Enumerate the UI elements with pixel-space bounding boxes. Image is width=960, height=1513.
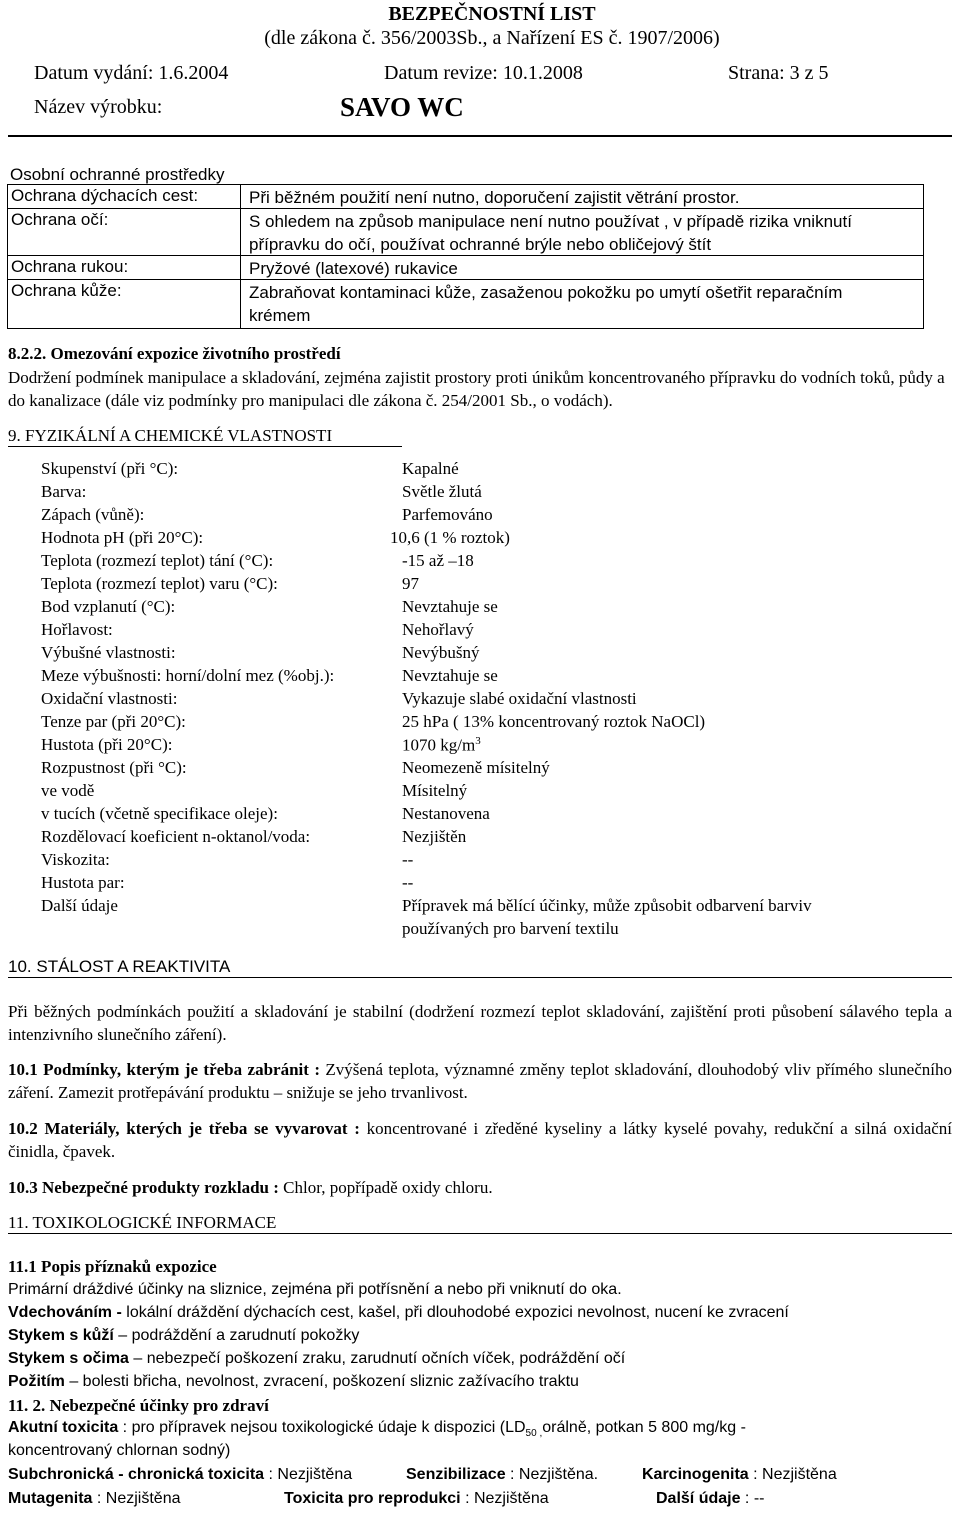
symptom-line: Primární dráždivé účinky na sliznice, zejména při potřísnění a nebo při vniknutí do oka. <box>8 1281 622 1298</box>
acute-toxicity-text: : pro přípravek nejsou toxikologické údaje k dispozici (LD <box>118 1419 526 1436</box>
prop-label: Viskozita: <box>41 850 110 869</box>
ppe-row <box>8 256 923 280</box>
prop-label: Hořlavost: <box>41 620 113 639</box>
prop-value: Nevztahuje se <box>402 597 498 616</box>
prop-label: Teplota (rozmezí teplot) tání (°C): <box>41 551 274 570</box>
ppe-label: Ochrana dýchacích cest: <box>11 186 199 205</box>
subchronic-toxicity <box>8 1466 352 1484</box>
section-9-heading: 9. FYZIKÁLNÍ A CHEMICKÉ VLASTNOSTI <box>8 426 402 447</box>
prop-value: 97 <box>402 574 419 593</box>
section-10-3-title: 10.3 Nebezpečné produkty rozkladu : <box>8 1178 279 1197</box>
symptom-text: – bolesti břicha, nevolnost, zvracení, poškození sliznic zažívacího traktu <box>64 1373 579 1390</box>
prop-value: Mísitelný <box>402 781 468 800</box>
section-10-intro: Při běžných podmínkách použití a skladování je stabilní (dodržení rozmezí teplot skladování, zajištění proti působení sálavého tepla a intenzivního slunečního záření). <box>8 1002 952 1044</box>
header-divider <box>8 135 952 137</box>
subchronic-title: Subchronická - chronická toxicita <box>8 1466 265 1483</box>
prop-label: Hodnota pH (při 20°C): <box>41 528 204 547</box>
prop-label: Hustota (při 20°C): <box>41 735 173 754</box>
symptom-line <box>8 1304 789 1322</box>
symptom-line <box>8 1373 579 1391</box>
section-10-2-title: 10.2 Materiály, kterých je třeba se vyvarovat : <box>8 1119 360 1138</box>
prop-value: Kapalné <box>402 459 459 478</box>
section-10-1-title: 10.1 Podmínky, kterým je třeba zabránit : <box>8 1060 320 1079</box>
prop-label: ve vodě <box>41 781 95 800</box>
prop-value-continued: používaných pro barvení textilu <box>402 919 619 938</box>
prop-value: Nevýbušný <box>402 643 480 662</box>
section-10-2-text: koncentrované i zředěné kyseliny a látky kyselé povahy, redukční a silná oxidační činidla, čpavek. <box>8 1119 953 1161</box>
prop-label: Další údaje <box>41 896 118 915</box>
reproductive-toxicity-title: Toxicita pro reprodukci <box>284 1490 461 1507</box>
prop-label: Teplota (rozmezí teplot) varu (°C): <box>41 574 278 593</box>
sensitization-title: Senzibilizace <box>406 1466 506 1483</box>
prop-value: Nevztahuje se <box>402 666 498 685</box>
prop-label: Tenze par (při 20°C): <box>41 712 186 731</box>
ppe-row <box>8 209 923 256</box>
ppe-label: Ochrana rukou: <box>11 257 129 276</box>
prop-label: Zápach (vůně): <box>41 505 145 524</box>
section-10-3-text: Chlor, popřípadě oxidy chloru. <box>278 1178 493 1197</box>
mutagenicity-text: : Nezjištěna <box>92 1490 181 1507</box>
acute-toxicity-text2: orálně, potkan 5 800 mg/kg - <box>542 1419 746 1436</box>
ppe-label: Ochrana očí: <box>11 210 109 229</box>
prop-label: Rozdělovací koeficient n-oktanol/voda: <box>41 827 311 846</box>
prop-value: Světle žlutá <box>402 482 482 501</box>
section-11-2-heading: 11. 2. Nebezpečné účinky pro zdraví <box>8 1396 269 1415</box>
section-10-1 <box>8 1058 952 1104</box>
prop-value: Vykazuje slabé oxidační vlastnosti <box>402 689 637 708</box>
env-text: Dodržení podmínek manipulace a skladování, zejména zajistit prostory proti únikům koncentrovaného přípravku do vodních toků, půdy a do kanalizace (dále viz podmínky pro manipulaci dle zákona č. 254/2001 Sb., o vodách). <box>8 368 945 410</box>
prop-value: -- <box>402 850 414 869</box>
carcinogenicity-text: : Nezjištěna <box>748 1466 837 1483</box>
ppe-value: Při běžném použití není nutno, doporučení zajistit větrání prostor. <box>249 188 740 207</box>
other-data <box>656 1490 764 1508</box>
symptom-text: – podráždění a zarudnutí pokožky <box>113 1327 360 1344</box>
subchronic-text: : Nezjištěna <box>264 1466 353 1483</box>
acute-subscript: 50 , <box>525 1428 543 1440</box>
section-10-heading: 10. STÁLOST A REAKTIVITA <box>8 957 952 978</box>
prop-value: Parfemováno <box>402 505 493 524</box>
acute-toxicity-title: Akutní toxicita <box>8 1419 119 1436</box>
ppe-title: Osobní ochranné prostředky <box>10 165 225 184</box>
prop-label: v tucích (včetně specifikace oleje): <box>41 804 278 823</box>
document-title: BEZPEČNOSTNÍ LIST <box>388 3 596 25</box>
carcinogenicity-title: Karcinogenita <box>642 1466 749 1483</box>
prop-label: Barva: <box>41 482 87 501</box>
prop-label: Oxidační vlastnosti: <box>41 689 178 708</box>
prop-value: -15 až –18 <box>402 551 474 570</box>
symptom-line <box>8 1350 625 1368</box>
reproductive-toxicity-text: : Nezjištěna <box>460 1490 549 1507</box>
other-data-text: : -- <box>740 1490 765 1507</box>
symptom-route: Vdechováním - <box>8 1304 122 1321</box>
mutagenicity-title: Mutagenita <box>8 1490 93 1507</box>
sensitization-text: : Nezjištěna. <box>505 1466 599 1483</box>
section-11-1-heading: 11.1 Popis příznaků expozice <box>8 1257 217 1276</box>
section-10-3 <box>8 1176 952 1199</box>
page-number: Strana: 3 z 5 <box>728 62 829 84</box>
prop-label: Výbušné vlastnosti: <box>41 643 176 662</box>
prop-value: -- <box>402 873 414 892</box>
prop-label: Skupenství (při °C): <box>41 459 179 478</box>
revision-date: Datum revize: 10.1.2008 <box>384 62 583 84</box>
section-10-2 <box>8 1117 952 1163</box>
symptom-route: Stykem s očima <box>8 1350 129 1367</box>
reproductive-toxicity <box>284 1490 549 1508</box>
carcinogenicity <box>642 1466 837 1484</box>
prop-label: Hustota par: <box>41 873 125 892</box>
acute-toxicity <box>8 1419 746 1439</box>
ppe-value: Pryžové (latexové) rukavice <box>249 259 458 278</box>
symptom-line <box>8 1327 359 1345</box>
ppe-label: Ochrana kůže: <box>11 281 122 300</box>
symptom-route: Požitím <box>8 1373 65 1390</box>
prop-value: Neomezeně mísitelný <box>402 758 550 777</box>
ppe-row <box>8 185 923 209</box>
symptom-text: – nebezpečí poškození zraku, zarudnutí očních víček, podráždění očí <box>128 1350 626 1367</box>
density-exponent: 3 <box>475 735 481 747</box>
symptom-route: Stykem s kůží <box>8 1327 114 1344</box>
prop-label: Rozpustnost (při °C): <box>41 758 187 777</box>
acute-toxicity-continued: koncentrovaný chlornan sodný) <box>8 1442 231 1459</box>
issue-date: Datum vydání: 1.6.2004 <box>34 62 229 84</box>
product-name: SAVO WC <box>340 92 464 122</box>
section-11-heading: 11. TOXIKOLOGICKÉ INFORMACE <box>8 1213 952 1234</box>
prop-value <box>402 735 481 756</box>
prop-value: 10,6 (1 % roztok) <box>390 528 510 547</box>
mutagenicity <box>8 1490 181 1508</box>
document-subtitle: (dle zákona č. 356/2003Sb., a Nařízení ES č. 1907/2006) <box>264 27 720 49</box>
ppe-row <box>8 280 923 328</box>
prop-label: Meze výbušnosti: horní/dolní mez (%obj.): <box>41 666 335 685</box>
env-heading: 8.2.2. Omezování expozice životního prostředí <box>8 344 341 363</box>
product-label: Název výrobku: <box>34 96 163 118</box>
ppe-value: S ohledem na způsob manipulace není nutno používat , v případě rizika vniknutí přípravku do očí, používat ochranné brýle nebo obličejový štít <box>249 212 852 254</box>
density-value: 1070 kg/m <box>402 735 476 755</box>
other-data-title: Další údaje <box>656 1490 741 1507</box>
prop-value: Nezjištěn <box>402 827 467 846</box>
prop-label: Bod vzplanutí (°C): <box>41 597 176 616</box>
symptom-text: lokální dráždění dýchacích cest, kašel, při dlouhodobé expozici nevolnost, nucení ke zvracení <box>121 1304 789 1321</box>
section-10-1-text: Zvýšená teplota, významné změny teplot skladování, dlouhodobý vliv přímého slunečního záření. Zamezit protřepávání produktu – snižuje se jeho trvanlivost. <box>8 1060 952 1102</box>
prop-value: Přípravek má bělící účinky, může způsobit odbarvení barviv <box>402 896 812 915</box>
prop-value: Nehořlavý <box>402 620 474 639</box>
prop-value: Nestanovena <box>402 804 490 823</box>
ppe-table <box>7 184 924 329</box>
sensitization <box>406 1466 598 1484</box>
ppe-value: Zabraňovat kontaminaci kůže, zasaženou pokožku po umytí ošetřit reparačním krémem <box>249 283 843 325</box>
prop-value: 25 hPa ( 13% koncentrovaný roztok NaOCl) <box>402 712 706 731</box>
